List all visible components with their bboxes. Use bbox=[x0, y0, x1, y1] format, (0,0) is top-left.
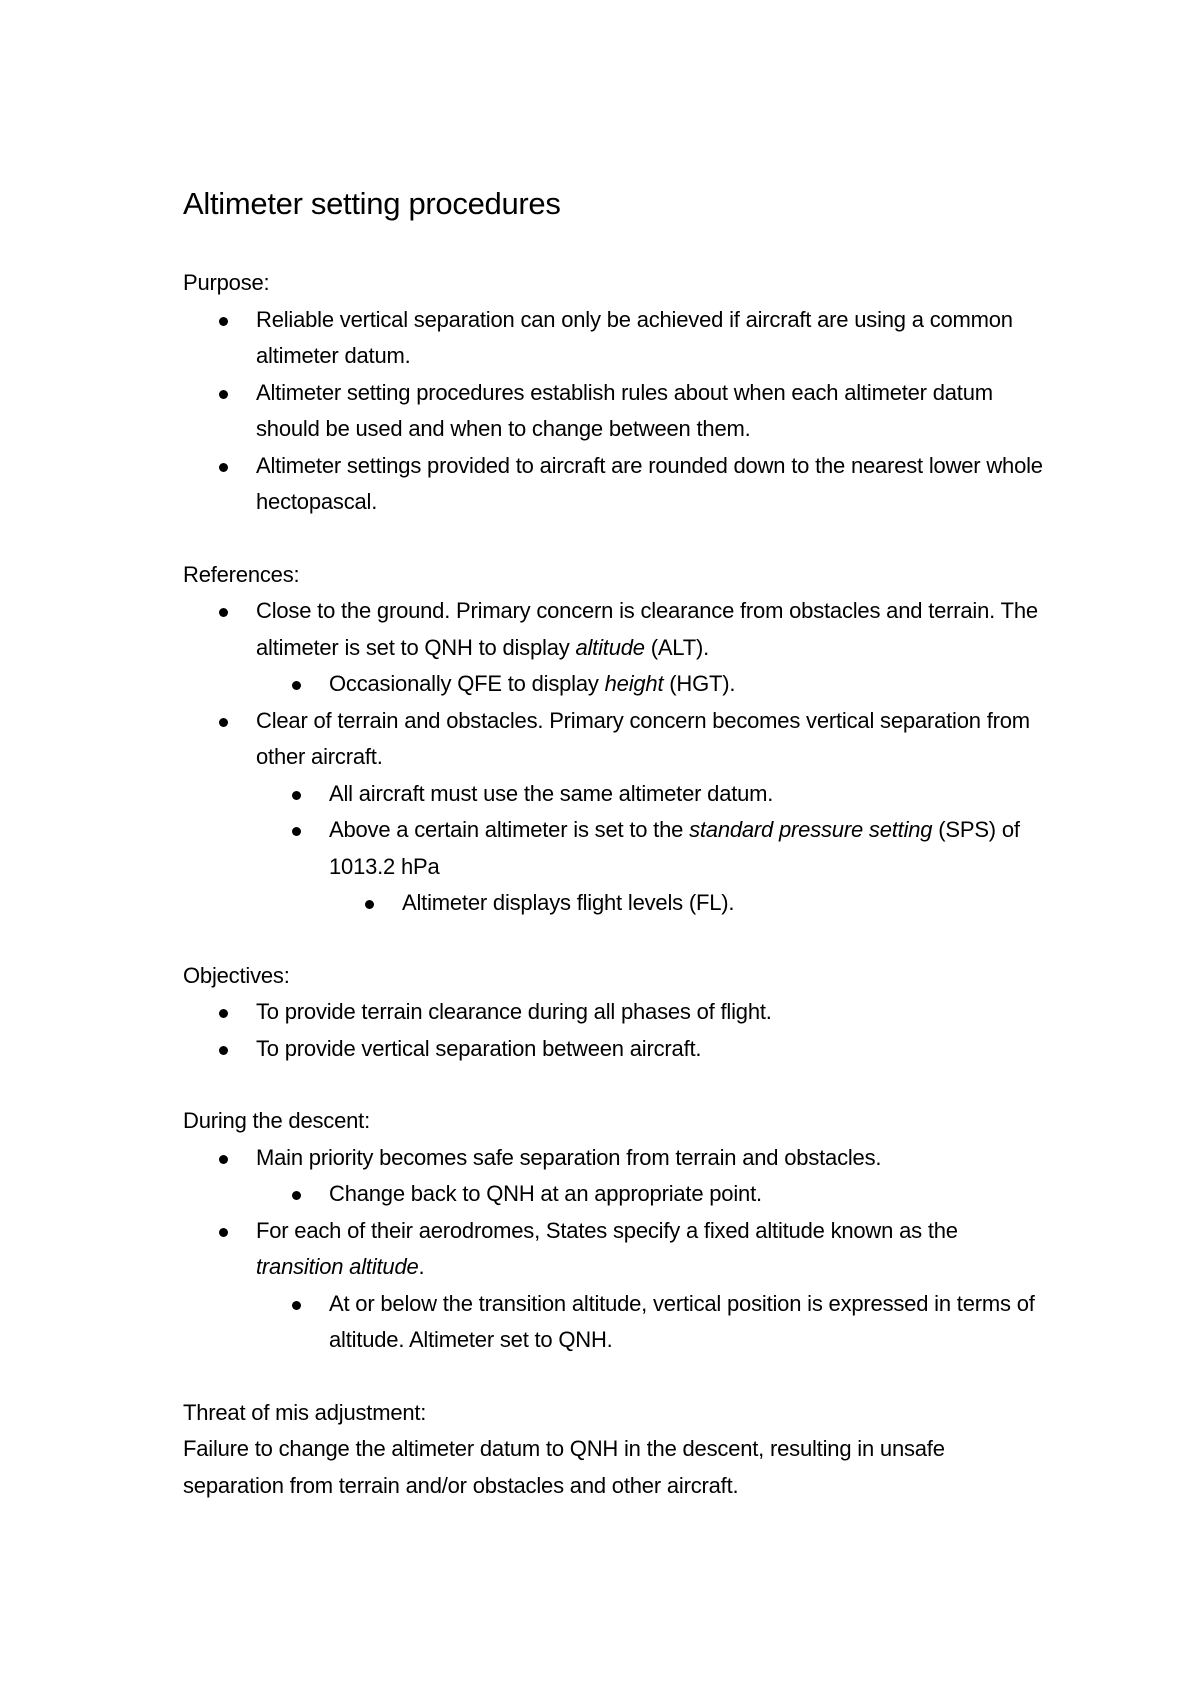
list-item-text: Change back to QNH at an appropriate point. bbox=[329, 1181, 762, 1206]
emphasis-text: altitude bbox=[575, 634, 645, 660]
list-item-text: Altimeter displays flight levels (FL). bbox=[402, 890, 735, 915]
list-item bbox=[183, 1031, 1043, 1068]
list-item-text bbox=[329, 817, 1020, 879]
bullet-icon bbox=[292, 791, 301, 800]
bullet-icon bbox=[219, 390, 228, 399]
list-item-text: To provide vertical separation between aircraft. bbox=[256, 1035, 702, 1061]
list-item bbox=[183, 1213, 1043, 1286]
list-item bbox=[183, 593, 1043, 666]
list-item-text: Reliable vertical separation can only be achieved if aircraft are using a common altimeter datum. bbox=[256, 306, 1013, 368]
text-run: (SPS) of 1013.2 hPa bbox=[329, 817, 1020, 879]
descent-list bbox=[183, 1140, 1043, 1359]
purpose-section bbox=[183, 265, 1043, 521]
list-item bbox=[183, 302, 1043, 375]
purpose-list bbox=[183, 302, 1043, 521]
list-item-text: Altimeter setting procedures establish rules about when each altimeter datum should be used and when to change between them. bbox=[256, 379, 993, 441]
document-title: Altimeter setting procedures bbox=[183, 186, 561, 221]
text-run: (HGT). bbox=[663, 671, 736, 696]
bullet-icon bbox=[292, 1191, 301, 1200]
list-item-text: Main priority becomes safe separation from terrain and obstacles. bbox=[256, 1144, 882, 1170]
list-item-text: Altimeter settings provided to aircraft are rounded down to the nearest lower whole hectopascal. bbox=[256, 452, 1043, 514]
purpose-heading: Purpose: bbox=[183, 270, 270, 295]
list-item bbox=[183, 448, 1043, 521]
text-run: For each of their aerodromes, States specify a fixed altitude known as the bbox=[256, 1217, 958, 1243]
bullet-icon bbox=[219, 608, 228, 617]
bullet-icon bbox=[219, 1228, 228, 1237]
references-section bbox=[183, 557, 1043, 922]
list-item-text: All aircraft must use the same altimeter datum. bbox=[329, 780, 774, 806]
bullet-icon bbox=[219, 463, 228, 472]
list-item bbox=[183, 885, 1043, 922]
emphasis-text: transition altitude bbox=[256, 1254, 419, 1279]
document-body bbox=[183, 176, 1043, 1540]
objectives-list bbox=[183, 994, 1043, 1067]
text-run: Above a certain altimeter is set to the bbox=[329, 817, 690, 842]
list-item-text bbox=[329, 671, 735, 696]
descent-heading: During the descent: bbox=[183, 1108, 370, 1133]
list-item bbox=[183, 1286, 1043, 1359]
text-run: (ALT). bbox=[644, 634, 709, 660]
list-item-text: Clear of terrain and obstacles. Primary concern becomes vertical separation from other aircraft. bbox=[256, 707, 1030, 769]
text-run: Close to the ground. Primary concern is clearance from obstacles and terrain. The altimeter is set to QNH to display bbox=[256, 598, 1038, 660]
objectives-heading: Objectives: bbox=[183, 962, 290, 988]
bullet-icon bbox=[219, 317, 228, 326]
bullet-icon bbox=[292, 681, 301, 690]
objectives-section bbox=[183, 958, 1043, 1068]
text-run: . bbox=[418, 1254, 425, 1279]
list-item bbox=[183, 1140, 1043, 1177]
descent-section bbox=[183, 1103, 1043, 1359]
list-item bbox=[183, 666, 1043, 703]
list-item bbox=[183, 375, 1043, 448]
bullet-icon bbox=[219, 1009, 228, 1018]
references-heading: References: bbox=[183, 561, 300, 587]
threat-paragraph: Failure to change the altimeter datum to QNH in the descent, resulting in unsafe separation from terrain and/or obstacles and other aircraft. bbox=[183, 1436, 945, 1498]
text-run: Occasionally QFE to display bbox=[329, 671, 605, 696]
list-item bbox=[183, 812, 1043, 885]
references-list bbox=[183, 593, 1043, 922]
threat-section bbox=[183, 1395, 1043, 1505]
bullet-icon bbox=[292, 827, 301, 836]
bullet-icon bbox=[292, 1301, 301, 1310]
bullet-icon bbox=[365, 900, 374, 909]
list-item bbox=[183, 994, 1043, 1031]
list-item-text: At or below the transition altitude, vertical position is expressed in terms of altitude. Altimeter set to QNH. bbox=[329, 1290, 1035, 1352]
emphasis-text: standard pressure setting bbox=[689, 817, 933, 842]
list-item-text bbox=[256, 1218, 958, 1280]
list-item bbox=[183, 1176, 1043, 1213]
emphasis-text: height bbox=[604, 671, 664, 696]
list-item-text: To provide terrain clearance during all phases of flight. bbox=[256, 999, 772, 1024]
bullet-icon bbox=[219, 718, 228, 727]
threat-heading: Threat of mis adjustment: bbox=[183, 1399, 427, 1425]
bullet-icon bbox=[219, 1046, 228, 1055]
bullet-icon bbox=[219, 1155, 228, 1164]
list-item bbox=[183, 776, 1043, 813]
list-item bbox=[183, 703, 1043, 776]
list-item-text bbox=[256, 598, 1038, 660]
